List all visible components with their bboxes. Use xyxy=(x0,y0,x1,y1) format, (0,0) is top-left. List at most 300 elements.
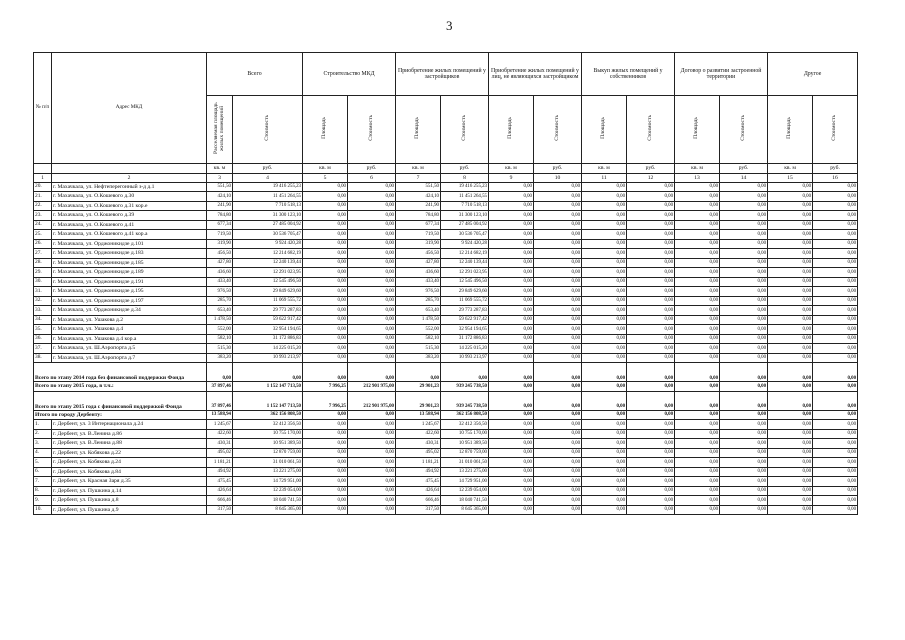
row-zero-value: 0,00 xyxy=(768,505,813,515)
summary-zero-value: 0,00 xyxy=(720,363,768,382)
row-zero-value: 0,00 xyxy=(534,182,582,192)
row-zero-value: 0,00 xyxy=(768,486,813,496)
row-zero-value: 0,00 xyxy=(720,258,768,268)
row-zero-value: 0,00 xyxy=(675,249,720,259)
row-zero-value: 0,00 xyxy=(768,230,813,240)
row-zero-value: 0,00 xyxy=(768,277,813,287)
row-purchase-cost: 30 536 705,47 xyxy=(441,230,489,240)
row-cost: 27 485 004,92 xyxy=(233,220,303,230)
row-zero-value: 0,00 xyxy=(675,211,720,221)
row-construction-cost: 0,00 xyxy=(348,439,396,449)
row-purchase-area: 784,80 xyxy=(396,211,441,221)
row-cost: 10 755 170,00 xyxy=(233,429,303,439)
row-zero-value: 0,00 xyxy=(768,496,813,506)
row-area: 424,10 xyxy=(207,192,233,202)
row-zero-value: 0,00 xyxy=(813,467,858,477)
table-row xyxy=(34,249,858,259)
row-construction-area: 0,00 xyxy=(303,344,348,354)
row-zero-value: 0,00 xyxy=(489,268,534,278)
row-address: г. Махачкала, ул. Орджоникидзе д.197 xyxy=(52,296,207,306)
row-zero-value: 0,00 xyxy=(720,429,768,439)
row-area: 241,90 xyxy=(207,201,233,211)
row-zero-value: 0,00 xyxy=(627,448,675,458)
row-purchase-area: 475,45 xyxy=(396,477,441,487)
row-purchase-cost: 31 300 123,10 xyxy=(441,211,489,221)
row-zero-value: 0,00 xyxy=(627,287,675,297)
subheader-cost: Стоимость xyxy=(233,96,303,164)
row-construction-area: 0,00 xyxy=(303,486,348,496)
row-purchase-area: 719,50 xyxy=(396,230,441,240)
row-zero-value: 0,00 xyxy=(768,249,813,259)
table-row xyxy=(34,239,858,249)
row-zero-value: 0,00 xyxy=(675,230,720,240)
row-zero-value: 0,00 xyxy=(627,201,675,211)
row-zero-value: 0,00 xyxy=(534,277,582,287)
row-index: 24. xyxy=(34,220,52,230)
summary-zero-value: 0,00 xyxy=(489,391,534,410)
unit-cell: кв. м xyxy=(582,163,627,173)
row-cost: 9 924 420,28 xyxy=(233,239,303,249)
row-zero-value: 0,00 xyxy=(675,192,720,202)
row-zero-value: 0,00 xyxy=(813,344,858,354)
table-row xyxy=(34,230,858,240)
summary-cost: 1 152 147 713,50 xyxy=(233,382,303,392)
row-zero-value: 0,00 xyxy=(675,306,720,316)
row-cost: 31 300 123,10 xyxy=(233,211,303,221)
row-zero-value: 0,00 xyxy=(813,306,858,316)
row-zero-value: 0,00 xyxy=(582,458,627,468)
row-zero-value: 0,00 xyxy=(489,448,534,458)
subheader-area: Площадь xyxy=(768,96,813,164)
subheader-cost: Стоимость xyxy=(627,96,675,164)
row-zero-value: 0,00 xyxy=(768,448,813,458)
row-zero-value: 0,00 xyxy=(768,429,813,439)
row-area: 495,02 xyxy=(207,448,233,458)
row-cost: 11 451 264,55 xyxy=(233,192,303,202)
summary-zero-value: 0,00 xyxy=(675,410,720,420)
row-address: г. Дербент, ул. Кобякова д.84 xyxy=(52,467,207,477)
row-zero-value: 0,00 xyxy=(582,201,627,211)
summary-purchase-area: 0,00 xyxy=(396,363,441,382)
row-zero-value: 0,00 xyxy=(720,496,768,506)
row-zero-value: 0,00 xyxy=(489,258,534,268)
column-number: 7 xyxy=(396,173,441,182)
row-construction-area: 0,00 xyxy=(303,439,348,449)
row-purchase-cost: 29 849 629,60 xyxy=(441,287,489,297)
summary-area: 13 588,94 xyxy=(207,410,233,420)
row-zero-value: 0,00 xyxy=(534,458,582,468)
row-zero-value: 0,00 xyxy=(675,325,720,335)
row-zero-value: 0,00 xyxy=(768,439,813,449)
row-purchase-area: 666,46 xyxy=(396,496,441,506)
row-zero-value: 0,00 xyxy=(675,182,720,192)
row-construction-area: 0,00 xyxy=(303,277,348,287)
row-zero-value: 0,00 xyxy=(720,287,768,297)
row-purchase-cost: 31 010 061,50 xyxy=(441,458,489,468)
row-construction-cost: 0,00 xyxy=(348,448,396,458)
row-zero-value: 0,00 xyxy=(813,268,858,278)
summary-label: Итого по городу Дербенту: xyxy=(34,410,207,420)
row-construction-area: 0,00 xyxy=(303,325,348,335)
row-cost: 14 225 015,20 xyxy=(233,344,303,354)
table-row xyxy=(34,201,858,211)
row-zero-value: 0,00 xyxy=(813,477,858,487)
row-zero-value: 0,00 xyxy=(582,249,627,259)
summary-zero-value: 0,00 xyxy=(582,382,627,392)
summary-zero-value: 0,00 xyxy=(582,363,627,382)
row-cost: 59 622 917,42 xyxy=(233,315,303,325)
column-number: 5 xyxy=(303,173,348,182)
row-address: г. Дербент, ул. 3 Интернационала д.24 xyxy=(52,420,207,430)
row-zero-value: 0,00 xyxy=(627,325,675,335)
table-row xyxy=(34,315,858,325)
row-cost: 32 954 194,65 xyxy=(233,325,303,335)
row-construction-area: 0,00 xyxy=(303,458,348,468)
row-zero-value: 0,00 xyxy=(627,429,675,439)
row-address: г. Дербент, ул. Пушкина д.14 xyxy=(52,486,207,496)
row-zero-value: 0,00 xyxy=(534,496,582,506)
row-construction-area: 0,00 xyxy=(303,306,348,316)
row-construction-cost: 0,00 xyxy=(348,467,396,477)
row-zero-value: 0,00 xyxy=(534,220,582,230)
row-zero-value: 0,00 xyxy=(534,230,582,240)
table-row xyxy=(34,334,858,344)
row-cost: 13 221 275,00 xyxy=(233,467,303,477)
row-area: 475,45 xyxy=(207,477,233,487)
row-construction-cost: 0,00 xyxy=(348,230,396,240)
row-purchase-cost: 11 451 264,55 xyxy=(441,192,489,202)
summary-label: Всего по этапу 2015 года с финансовой поддержкой Фонда xyxy=(34,391,207,410)
row-zero-value: 0,00 xyxy=(720,486,768,496)
row-construction-area: 0,00 xyxy=(303,239,348,249)
row-zero-value: 0,00 xyxy=(720,239,768,249)
summary-purchase-cost: 939 245 738,50 xyxy=(441,391,489,410)
row-zero-value: 0,00 xyxy=(675,439,720,449)
row-zero-value: 0,00 xyxy=(675,477,720,487)
row-zero-value: 0,00 xyxy=(720,325,768,335)
summary-zero-value: 0,00 xyxy=(675,363,720,382)
row-zero-value: 0,00 xyxy=(813,334,858,344)
row-construction-cost: 0,00 xyxy=(348,353,396,363)
row-address: г. Махачкала, ул. О.Кошевого д.31 кор.е xyxy=(52,201,207,211)
row-zero-value: 0,00 xyxy=(813,505,858,515)
summary-cost: 1 152 147 713,50 xyxy=(233,391,303,410)
row-zero-value: 0,00 xyxy=(675,429,720,439)
row-zero-value: 0,00 xyxy=(534,353,582,363)
summary-area: 37 897,46 xyxy=(207,382,233,392)
row-zero-value: 0,00 xyxy=(675,448,720,458)
row-index: 34. xyxy=(34,315,52,325)
row-zero-value: 0,00 xyxy=(582,211,627,221)
table-row xyxy=(34,344,858,354)
row-zero-value: 0,00 xyxy=(489,505,534,515)
column-number: 16 xyxy=(813,173,858,182)
row-address: г. Махачкала, ул. О.Кошевого д.30 xyxy=(52,192,207,202)
summary-zero-value: 0,00 xyxy=(627,363,675,382)
row-construction-cost: 0,00 xyxy=(348,505,396,515)
row-construction-cost: 0,00 xyxy=(348,201,396,211)
summary-zero-value: 0,00 xyxy=(582,391,627,410)
row-zero-value: 0,00 xyxy=(534,448,582,458)
row-zero-value: 0,00 xyxy=(582,315,627,325)
summary-zero-value: 0,00 xyxy=(489,382,534,392)
row-cost: 31 172 886,83 xyxy=(233,334,303,344)
row-construction-cost: 0,00 xyxy=(348,325,396,335)
row-zero-value: 0,00 xyxy=(627,315,675,325)
row-area: 1 245,67 xyxy=(207,420,233,430)
row-area: 582,10 xyxy=(207,334,233,344)
row-zero-value: 0,00 xyxy=(534,420,582,430)
row-address: г. Махачкала, ул. Ш.Аэропорта д.7 xyxy=(52,353,207,363)
row-zero-value: 0,00 xyxy=(675,505,720,515)
row-index: 23. xyxy=(34,211,52,221)
row-zero-value: 0,00 xyxy=(813,287,858,297)
row-zero-value: 0,00 xyxy=(720,306,768,316)
column-number: 2 xyxy=(52,173,207,182)
summary-zero-value: 0,00 xyxy=(768,410,813,420)
row-zero-value: 0,00 xyxy=(675,277,720,287)
row-zero-value: 0,00 xyxy=(813,249,858,259)
row-address: г. Махачкала, ул. Орджоникидзе д.191 xyxy=(52,277,207,287)
row-zero-value: 0,00 xyxy=(582,334,627,344)
row-zero-value: 0,00 xyxy=(675,296,720,306)
row-zero-value: 0,00 xyxy=(627,258,675,268)
row-purchase-cost: 14 225 015,20 xyxy=(441,344,489,354)
row-zero-value: 0,00 xyxy=(813,182,858,192)
row-construction-area: 0,00 xyxy=(303,505,348,515)
table-row xyxy=(34,477,858,487)
row-zero-value: 0,00 xyxy=(675,467,720,477)
row-zero-value: 0,00 xyxy=(675,268,720,278)
row-construction-cost: 0,00 xyxy=(348,477,396,487)
row-zero-value: 0,00 xyxy=(489,249,534,259)
row-zero-value: 0,00 xyxy=(489,220,534,230)
row-address: г. Махачкала, ул. Нефтеперегонный з-д д.1 xyxy=(52,182,207,192)
row-zero-value: 0,00 xyxy=(489,467,534,477)
row-purchase-cost: 31 172 886,83 xyxy=(441,334,489,344)
table-row xyxy=(34,287,858,297)
row-cost: 18 040 741,50 xyxy=(233,496,303,506)
row-area: 285,70 xyxy=(207,296,233,306)
row-zero-value: 0,00 xyxy=(720,182,768,192)
table-row xyxy=(34,325,858,335)
column-number: 15 xyxy=(768,173,813,182)
row-zero-value: 0,00 xyxy=(489,315,534,325)
row-purchase-cost: 10 951 389,50 xyxy=(441,439,489,449)
row-area: 784,80 xyxy=(207,211,233,221)
row-purchase-area: 426,64 xyxy=(396,486,441,496)
row-purchase-area: 976,50 xyxy=(396,287,441,297)
row-purchase-cost: 10 755 170,00 xyxy=(441,429,489,439)
row-address: г. Махачкала, ул. О.Кошевого д.41 кор.а xyxy=(52,230,207,240)
column-number: 3 xyxy=(207,173,233,182)
summary-purchase-area: 13 588,94 xyxy=(396,410,441,420)
row-zero-value: 0,00 xyxy=(813,448,858,458)
row-zero-value: 0,00 xyxy=(675,344,720,354)
column-number: 14 xyxy=(720,173,768,182)
row-zero-value: 0,00 xyxy=(534,211,582,221)
resettlement-table xyxy=(33,52,858,515)
row-area: 719,50 xyxy=(207,230,233,240)
summary-construction-cost: 212 901 975,00 xyxy=(348,391,396,410)
row-zero-value: 0,00 xyxy=(813,496,858,506)
row-purchase-cost: 13 221 275,00 xyxy=(441,467,489,477)
group-header-construction: Строительство МКД xyxy=(303,53,396,96)
row-purchase-cost: 12 870 759,00 xyxy=(441,448,489,458)
row-zero-value: 0,00 xyxy=(813,420,858,430)
row-zero-value: 0,00 xyxy=(813,325,858,335)
row-purchase-area: 1 245,67 xyxy=(396,420,441,430)
row-cost: 10 993 213,97 xyxy=(233,353,303,363)
row-zero-value: 0,00 xyxy=(534,334,582,344)
row-zero-value: 0,00 xyxy=(489,439,534,449)
summary-zero-value: 0,00 xyxy=(534,391,582,410)
row-construction-area: 0,00 xyxy=(303,420,348,430)
row-zero-value: 0,00 xyxy=(675,486,720,496)
row-zero-value: 0,00 xyxy=(813,211,858,221)
row-zero-value: 0,00 xyxy=(675,458,720,468)
row-zero-value: 0,00 xyxy=(768,287,813,297)
row-construction-cost: 0,00 xyxy=(348,315,396,325)
row-construction-cost: 0,00 xyxy=(348,268,396,278)
summary-construction-area: 7 996,25 xyxy=(303,391,348,410)
row-zero-value: 0,00 xyxy=(582,496,627,506)
unit-cell: кв. м xyxy=(303,163,348,173)
row-zero-value: 0,00 xyxy=(489,211,534,221)
row-zero-value: 0,00 xyxy=(627,467,675,477)
row-address: г. Махачкала, ул. Орджоникидзе д.34 xyxy=(52,306,207,316)
row-zero-value: 0,00 xyxy=(534,239,582,249)
row-area: 430,31 xyxy=(207,439,233,449)
row-zero-value: 0,00 xyxy=(627,505,675,515)
row-purchase-area: 552,00 xyxy=(396,325,441,335)
summary-zero-value: 0,00 xyxy=(813,410,858,420)
row-zero-value: 0,00 xyxy=(720,211,768,221)
row-purchase-area: 495,02 xyxy=(396,448,441,458)
row-zero-value: 0,00 xyxy=(768,201,813,211)
row-zero-value: 0,00 xyxy=(534,258,582,268)
row-index: 6. xyxy=(34,467,52,477)
row-construction-area: 0,00 xyxy=(303,429,348,439)
row-zero-value: 0,00 xyxy=(720,315,768,325)
summary-zero-value: 0,00 xyxy=(627,410,675,420)
row-zero-value: 0,00 xyxy=(534,192,582,202)
row-purchase-area: 456,50 xyxy=(396,249,441,259)
row-zero-value: 0,00 xyxy=(627,192,675,202)
summary-purchase-cost: 362 156 808,50 xyxy=(441,410,489,420)
row-purchase-area: 551,50 xyxy=(396,182,441,192)
group-header-total: Всего xyxy=(207,53,303,96)
row-zero-value: 0,00 xyxy=(675,220,720,230)
row-zero-value: 0,00 xyxy=(582,239,627,249)
row-zero-value: 0,00 xyxy=(720,201,768,211)
row-zero-value: 0,00 xyxy=(813,429,858,439)
row-cost: 12 545 496,50 xyxy=(233,277,303,287)
row-zero-value: 0,00 xyxy=(768,334,813,344)
row-zero-value: 0,00 xyxy=(675,420,720,430)
page-number: 3 xyxy=(446,18,453,33)
row-index: 29. xyxy=(34,268,52,278)
summary-zero-value: 0,00 xyxy=(768,382,813,392)
row-purchase-area: 383,20 xyxy=(396,353,441,363)
row-zero-value: 0,00 xyxy=(675,353,720,363)
row-zero-value: 0,00 xyxy=(720,344,768,354)
row-zero-value: 0,00 xyxy=(627,439,675,449)
unit-cell: руб. xyxy=(441,163,489,173)
row-zero-value: 0,00 xyxy=(489,420,534,430)
row-index: 10. xyxy=(34,505,52,515)
row-zero-value: 0,00 xyxy=(720,268,768,278)
row-index: 8. xyxy=(34,486,52,496)
summary-zero-value: 0,00 xyxy=(534,410,582,420)
row-construction-cost: 0,00 xyxy=(348,429,396,439)
row-cost: 8 645 365,00 xyxy=(233,505,303,515)
row-zero-value: 0,00 xyxy=(813,486,858,496)
summary-construction-area: 0,00 xyxy=(303,410,348,420)
row-construction-cost: 0,00 xyxy=(348,239,396,249)
row-address: г. Махачкала, ул. Ушакова д.4 кор.а xyxy=(52,334,207,344)
units-row xyxy=(34,163,858,173)
row-index: 37. xyxy=(34,344,52,354)
row-zero-value: 0,00 xyxy=(534,325,582,335)
row-purchase-area: 317,50 xyxy=(396,505,441,515)
row-zero-value: 0,00 xyxy=(534,306,582,316)
summary-area: 0,00 xyxy=(207,363,233,382)
row-zero-value: 0,00 xyxy=(720,334,768,344)
row-zero-value: 0,00 xyxy=(768,344,813,354)
row-purchase-cost: 27 485 004,92 xyxy=(441,220,489,230)
row-construction-area: 0,00 xyxy=(303,353,348,363)
row-zero-value: 0,00 xyxy=(627,277,675,287)
row-zero-value: 0,00 xyxy=(489,239,534,249)
row-zero-value: 0,00 xyxy=(768,477,813,487)
row-zero-value: 0,00 xyxy=(768,192,813,202)
row-zero-value: 0,00 xyxy=(627,211,675,221)
row-zero-value: 0,00 xyxy=(534,429,582,439)
row-zero-value: 0,00 xyxy=(675,239,720,249)
subheader-cost: Стоимость xyxy=(720,96,768,164)
row-address: г. Дербент, ул. Кобякова д.22 xyxy=(52,448,207,458)
row-zero-value: 0,00 xyxy=(768,182,813,192)
row-construction-area: 0,00 xyxy=(303,230,348,240)
row-index: 35. xyxy=(34,325,52,335)
row-zero-value: 0,00 xyxy=(534,439,582,449)
row-zero-value: 0,00 xyxy=(489,344,534,354)
row-purchase-cost: 12 239 054,00 xyxy=(441,486,489,496)
summary-construction-cost: 0,00 xyxy=(348,363,396,382)
row-zero-value: 0,00 xyxy=(582,296,627,306)
row-construction-area: 0,00 xyxy=(303,220,348,230)
row-zero-value: 0,00 xyxy=(489,296,534,306)
row-zero-value: 0,00 xyxy=(813,315,858,325)
row-zero-value: 0,00 xyxy=(813,220,858,230)
summary-construction-cost: 0,00 xyxy=(348,410,396,420)
summary-zero-value: 0,00 xyxy=(627,391,675,410)
row-zero-value: 0,00 xyxy=(582,306,627,316)
row-construction-area: 0,00 xyxy=(303,315,348,325)
group-header-other: Другое xyxy=(768,53,858,96)
row-purchase-area: 653,40 xyxy=(396,306,441,316)
summary-row xyxy=(34,363,858,382)
row-zero-value: 0,00 xyxy=(582,477,627,487)
row-construction-cost: 0,00 xyxy=(348,458,396,468)
row-zero-value: 0,00 xyxy=(768,315,813,325)
row-zero-value: 0,00 xyxy=(813,458,858,468)
table-body xyxy=(34,163,858,515)
row-construction-area: 0,00 xyxy=(303,258,348,268)
row-purchase-cost: 10 993 213,97 xyxy=(441,353,489,363)
unit-cell: руб. xyxy=(813,163,858,173)
